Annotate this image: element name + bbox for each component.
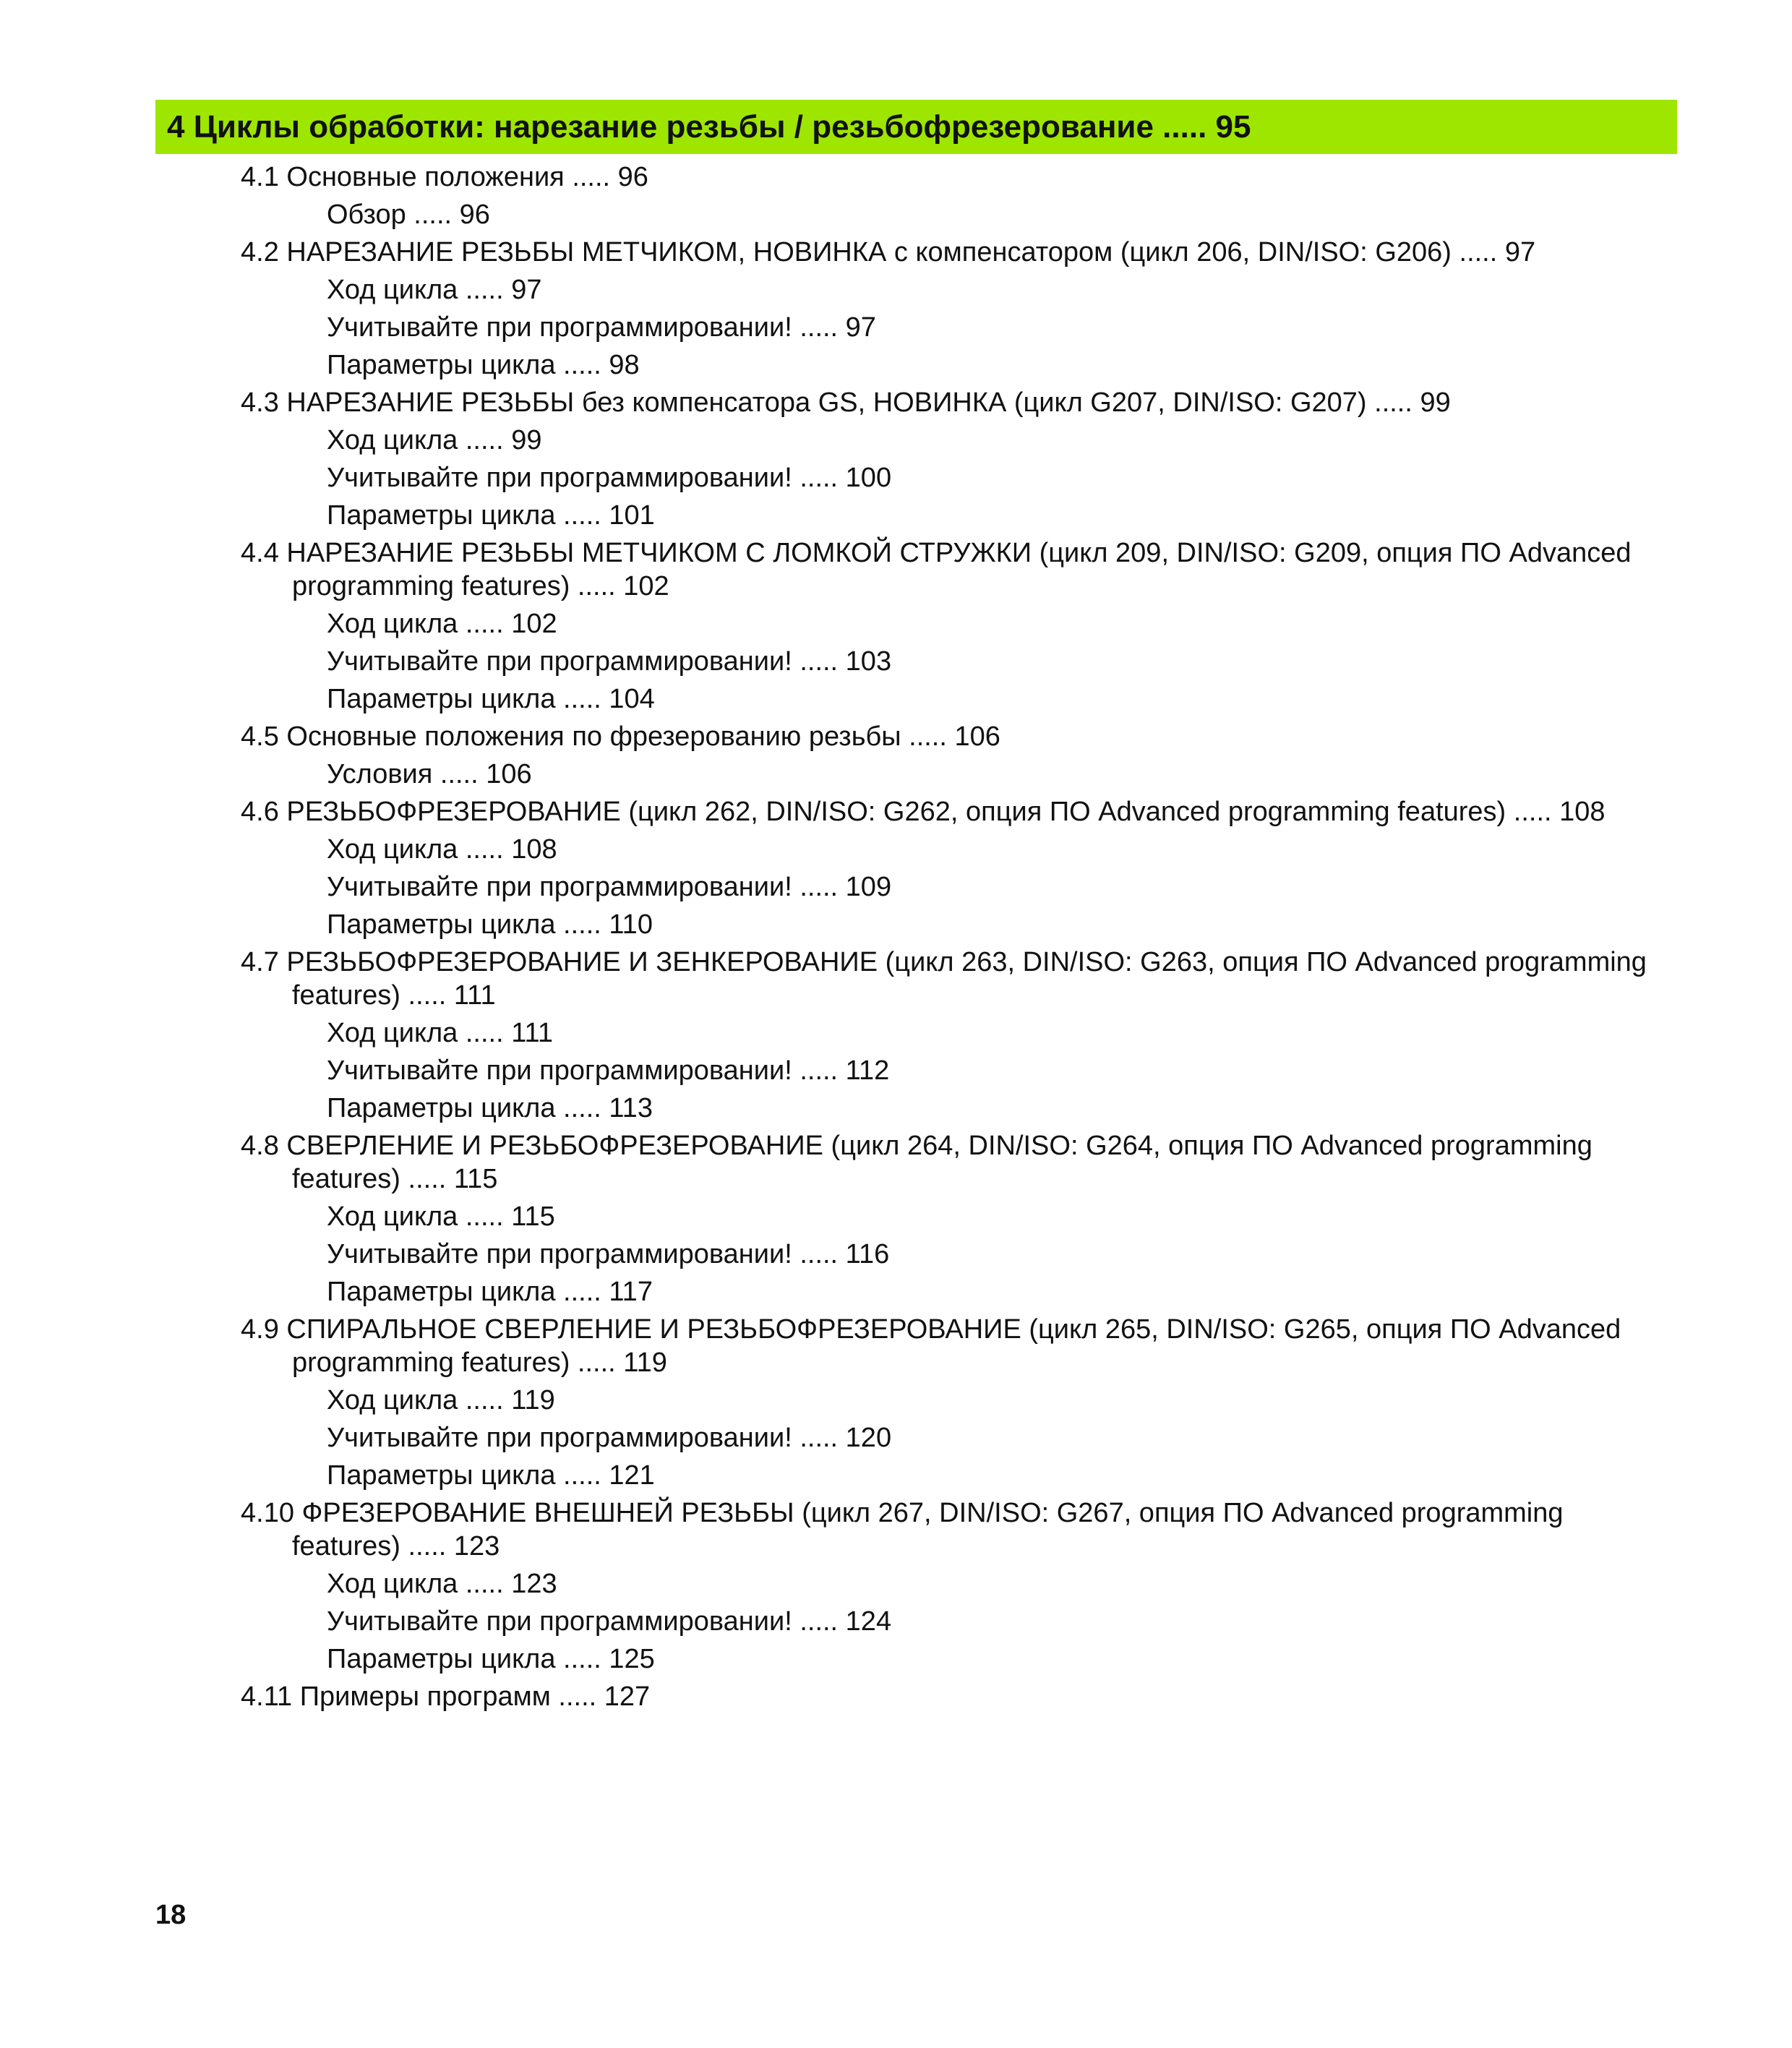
toc-section[interactable]: 4.2 НАРЕЗАНИЕ РЕЗЬБЫ МЕТЧИКОМ, НОВИНКА с компенсатором (цикл 206, DIN/ISO: G206) ..... 97 xyxy=(241,237,1536,267)
toc-subsection[interactable]: Ход цикла ..... 115 xyxy=(327,1201,555,1232)
toc-subsection[interactable]: Параметры цикла ..... 117 xyxy=(327,1277,653,1307)
toc-section-continuation[interactable]: features) ..... 115 xyxy=(292,1164,498,1194)
toc-section[interactable]: 4.10 ФРЕЗЕРОВАНИЕ ВНЕШНЕЙ РЕЗЬБЫ (цикл 267, DIN/ISO: G267, опция ПО Advanced programming xyxy=(241,1498,1564,1528)
toc-subsection[interactable]: Обзор ..... 96 xyxy=(327,200,490,230)
toc-subsection[interactable]: Параметры цикла ..... 104 xyxy=(327,684,655,714)
toc-subsection[interactable]: Ход цикла ..... 119 xyxy=(327,1385,555,1415)
toc-subsection[interactable]: Учитывайте при программировании! ..... 124 xyxy=(327,1606,892,1637)
toc-section[interactable]: 4.5 Основные положения по фрезерованию резьбы ..... 106 xyxy=(241,721,1000,752)
toc-section[interactable]: 4.1 Основные положения ..... 96 xyxy=(241,162,648,192)
toc-section-continuation[interactable]: programming features) ..... 102 xyxy=(292,571,669,601)
toc-section[interactable]: 4.6 РЕЗЬБОФРЕЗЕРОВАНИЕ (цикл 262, DIN/ISO: G262, опция ПО Advanced programming features) ..... 108 xyxy=(241,797,1605,827)
toc-subsection[interactable]: Учитывайте при программировании! ..... 116 xyxy=(327,1239,890,1269)
toc-section[interactable]: 4.7 РЕЗЬБОФРЕЗЕРОВАНИЕ И ЗЕНКЕРОВАНИЕ (цикл 263, DIN/ISO: G263, опция ПО Advanced programming xyxy=(241,947,1647,977)
toc-subsection[interactable]: Условия ..... 106 xyxy=(327,759,532,789)
toc-subsection[interactable]: Параметры цикла ..... 98 xyxy=(327,350,640,380)
toc-section[interactable]: 4.11 Примеры программ ..... 127 xyxy=(241,1681,651,1712)
toc-subsection[interactable]: Учитывайте при программировании! ..... 100 xyxy=(327,463,892,493)
toc-subsection[interactable]: Учитывайте при программировании! ..... 109 xyxy=(327,872,892,902)
page-number: 18 xyxy=(155,1900,187,1930)
toc-section-continuation[interactable]: features) ..... 111 xyxy=(292,980,496,1011)
toc-subsection[interactable]: Ход цикла ..... 102 xyxy=(327,609,557,639)
toc-section-continuation[interactable]: features) ..... 123 xyxy=(292,1531,500,1561)
toc-subsection[interactable]: Ход цикла ..... 97 xyxy=(327,275,542,305)
toc-subsection[interactable]: Ход цикла ..... 123 xyxy=(327,1569,557,1599)
toc-section[interactable]: 4.4 НАРЕЗАНИЕ РЕЗЬБЫ МЕТЧИКОМ С ЛОМКОЙ СТРУЖКИ (цикл 209, DIN/ISO: G209, опция ПО Advanced xyxy=(241,538,1632,568)
toc-subsection[interactable]: Параметры цикла ..... 125 xyxy=(327,1644,655,1674)
toc-section[interactable]: 4.8 СВЕРЛЕНИЕ И РЕЗЬБОФРЕЗЕРОВАНИЕ (цикл 264, DIN/ISO: G264, опция ПО Advanced programming xyxy=(241,1131,1592,1161)
toc-subsection[interactable]: Учитывайте при программировании! ..... 112 xyxy=(327,1055,890,1086)
toc-subsection[interactable]: Параметры цикла ..... 101 xyxy=(327,500,655,531)
toc-section[interactable]: 4.9 СПИРАЛЬНОЕ СВЕРЛЕНИЕ И РЕЗЬБОФРЕЗЕРОВАНИЕ (цикл 265, DIN/ISO: G265, опция ПО Advanced xyxy=(241,1314,1621,1345)
chapter-header-bar xyxy=(155,100,1677,154)
toc-subsection[interactable]: Параметры цикла ..... 121 xyxy=(327,1460,655,1491)
toc-subsection[interactable]: Ход цикла ..... 111 xyxy=(327,1018,553,1048)
toc-subsection[interactable]: Параметры цикла ..... 110 xyxy=(327,909,653,940)
chapter-title[interactable]: 4 Циклы обработки: нарезание резьбы / резьбофрезерование ..... 95 xyxy=(167,108,1251,145)
toc-subsection[interactable]: Учитывайте при программировании! ..... 103 xyxy=(327,646,892,677)
toc-subsection[interactable]: Ход цикла ..... 108 xyxy=(327,834,557,865)
toc-subsection[interactable]: Учитывайте при программировании! ..... 97 xyxy=(327,312,876,343)
toc-subsection[interactable]: Ход цикла ..... 99 xyxy=(327,425,542,455)
toc-subsection[interactable]: Параметры цикла ..... 113 xyxy=(327,1093,653,1123)
toc-section-continuation[interactable]: programming features) ..... 119 xyxy=(292,1348,667,1378)
toc-subsection[interactable]: Учитывайте при программировании! ..... 120 xyxy=(327,1423,892,1453)
toc-section[interactable]: 4.3 НАРЕЗАНИЕ РЕЗЬБЫ без компенсатора GS, НОВИНКА (цикл G207, DIN/ISO: G207) ..... 99 xyxy=(241,387,1451,418)
